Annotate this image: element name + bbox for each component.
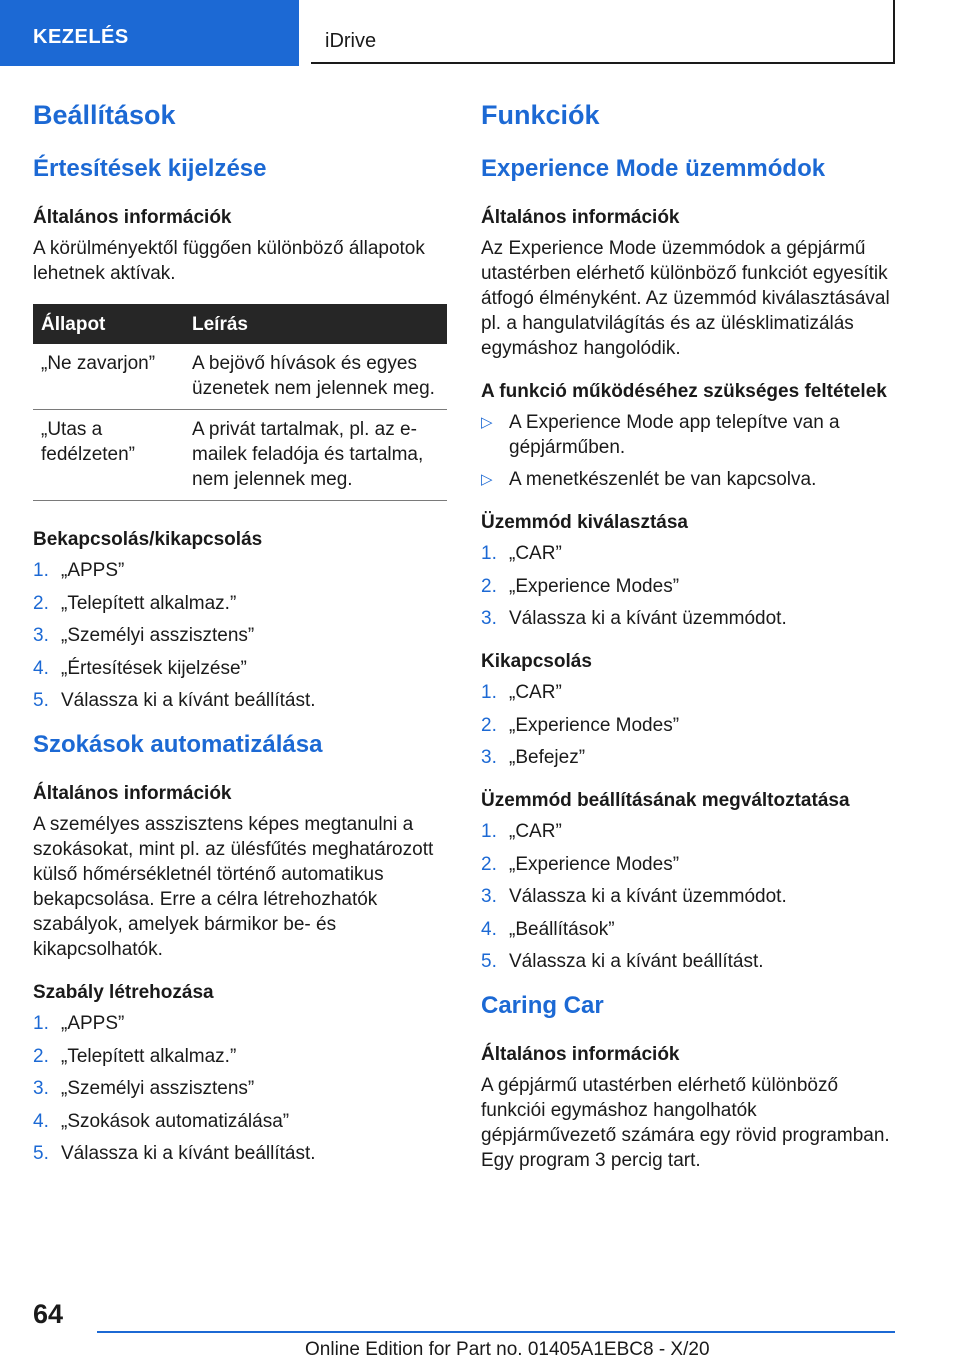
requirements-list — [481, 410, 897, 492]
table-cell-description: A privát tartalmak, pl. az e-mailek feladója és tartalma, nem jelennek meg. — [184, 410, 447, 501]
step-number: 4. — [33, 1110, 49, 1132]
list-item: 5. Válassza ki a kívánt beállítást. — [481, 951, 764, 972]
list-item: 5. Válassza ki a kívánt beállítást. — [33, 1143, 316, 1164]
paragraph-notifications-info: A körülményektől függően különböző állapotok lehetnek aktívak. — [33, 238, 425, 284]
paragraph-experience-info: Az Experience Mode üzemmódok a gépjármű utastérben elérhető különböző funkciót egyesítik átfogó élményként. Az üzemmód kiválasztásával pl. a hangulatvilágítás és az ülésklimatizálás egymáshoz hangolódik. — [481, 238, 890, 359]
list-item: 2. „Telepített alkalmaz.” — [33, 1045, 237, 1067]
table-header-description: Leírás — [184, 304, 447, 344]
list-item: 4. „Beállítások” — [481, 918, 615, 940]
step-number: 2. — [481, 714, 497, 736]
steps-change-mode-settings — [481, 819, 897, 974]
step-number: 3. — [481, 608, 497, 629]
step-number: 2. — [33, 1045, 49, 1067]
list-item: ▷ A menetkészenlét be van kapcsolva. — [481, 469, 817, 490]
list-item: 1. „APPS” — [33, 560, 125, 581]
heading-notifications: Értesítések kijelzése — [33, 155, 267, 182]
subheading-switch-off: Kikapcsolás — [481, 651, 592, 672]
list-item: 1. „CAR” — [481, 821, 562, 842]
status-table — [33, 304, 447, 501]
list-item: 2. „Experience Modes” — [481, 714, 680, 736]
subheading-create-rule: Szabály létrehozása — [33, 982, 214, 1003]
table-cell-description: A bejövő hívások és egyes üzenetek nem jelennek meg. — [184, 344, 447, 410]
step-number: 5. — [33, 1143, 49, 1164]
heading-settings: Beállítások — [33, 100, 176, 130]
page-number: 64 — [33, 1299, 64, 1329]
list-item: 1. „CAR” — [481, 543, 562, 564]
list-item: 4. „Értesítések kijelzése” — [33, 657, 247, 679]
step-number: 1. — [33, 560, 49, 581]
list-item: 2. „Experience Modes” — [481, 853, 680, 875]
list-item: 2. „Experience Modes” — [481, 575, 680, 597]
table-header-row — [33, 304, 447, 344]
list-item: 4. „Szokások automatizálása” — [33, 1110, 290, 1132]
footer-divider — [97, 1331, 895, 1333]
list-item: 3. Válassza ki a kívánt üzemmódot. — [481, 886, 787, 907]
triangle-right-icon: ▷ — [481, 414, 493, 431]
table-row — [33, 344, 447, 410]
heading-experience-mode: Experience Mode üzemmódok — [481, 155, 826, 182]
step-number: 3. — [33, 625, 49, 646]
steps-create-rule — [33, 1011, 449, 1166]
subheading-requirements: A funkció működéséhez szükséges feltételek — [481, 381, 887, 402]
steps-select-mode — [481, 541, 897, 631]
step-number: 2. — [481, 853, 497, 875]
step-number: 3. — [481, 886, 497, 907]
subheading-change-mode-settings: Üzemmód beállításának megváltoztatása — [481, 790, 850, 811]
subheading-select-mode: Üzemmód kiválasztása — [481, 512, 688, 533]
step-number: 4. — [481, 918, 497, 940]
paragraph-habits-info: A személyes asszisztens képes megtanulni a szokásokat, mint pl. az ülésfűtés meghatározott külső hőmérsékletnél történő automatikus bekapcsolása. Erre a célra létrehozhatók szabályok, amelyek bármikor be- és kikapcsolhatók. — [33, 814, 434, 960]
step-number: 1. — [481, 543, 497, 564]
step-number: 3. — [481, 747, 497, 768]
subheading-on-off: Bekapcsolás/kikapcsolás — [33, 529, 263, 550]
step-number: 5. — [33, 690, 49, 711]
table-cell-status: „Ne zavarjon” — [33, 344, 184, 410]
steps-switch-off — [481, 680, 897, 770]
step-number: 1. — [481, 682, 497, 703]
step-number: 2. — [481, 575, 497, 597]
paragraph-caring-car-info: A gépjármű utastérben elérhető különböző funkciói egymáshoz hangolhatók gépjárművezető számára egy rövid programban. Egy program 3 percig tart. — [481, 1075, 890, 1171]
table-row — [33, 410, 447, 501]
subheading-general-info: Általános információk — [33, 207, 232, 228]
list-item: 3. „Befejez” — [481, 747, 586, 768]
list-item: ▷ A Experience Mode app telepítve van a gépjárműben. — [481, 412, 840, 458]
heading-functions: Funkciók — [481, 100, 600, 130]
chapter-title: iDrive — [311, 0, 895, 64]
step-number: 2. — [33, 592, 49, 614]
footer-edition: Online Edition for Part no. 01405A1EBC8 - X/20 — [305, 1339, 710, 1360]
step-number: 4. — [33, 657, 49, 679]
subheading-general-info: Általános információk — [481, 207, 680, 228]
list-item: 1. „APPS” — [33, 1013, 125, 1034]
heading-habits: Szokások automatizálása — [33, 731, 323, 758]
right-column — [481, 100, 897, 1191]
steps-notifications-onoff — [33, 558, 449, 713]
list-item: 3. „Személyi asszisztens” — [33, 625, 255, 646]
step-number: 5. — [481, 951, 497, 972]
triangle-right-icon: ▷ — [481, 471, 493, 488]
step-number: 1. — [33, 1013, 49, 1034]
list-item: 1. „CAR” — [481, 682, 562, 703]
list-item: 3. „Személyi asszisztens” — [33, 1078, 255, 1099]
list-item: 2. „Telepített alkalmaz.” — [33, 592, 237, 614]
step-number: 1. — [481, 821, 497, 842]
subheading-general-info: Általános információk — [33, 783, 232, 804]
table-header-status: Állapot — [33, 304, 184, 344]
list-item: 5. Válassza ki a kívánt beállítást. — [33, 690, 316, 711]
subheading-general-info: Általános információk — [481, 1044, 680, 1065]
table-cell-status: „Utas a fedélzeten” — [33, 410, 184, 501]
heading-caring-car: Caring Car — [481, 992, 604, 1019]
section-tab: KEZELÉS — [0, 0, 299, 66]
step-number: 3. — [33, 1078, 49, 1099]
list-item: 3. Válassza ki a kívánt üzemmódot. — [481, 608, 787, 629]
left-column — [33, 100, 449, 1184]
